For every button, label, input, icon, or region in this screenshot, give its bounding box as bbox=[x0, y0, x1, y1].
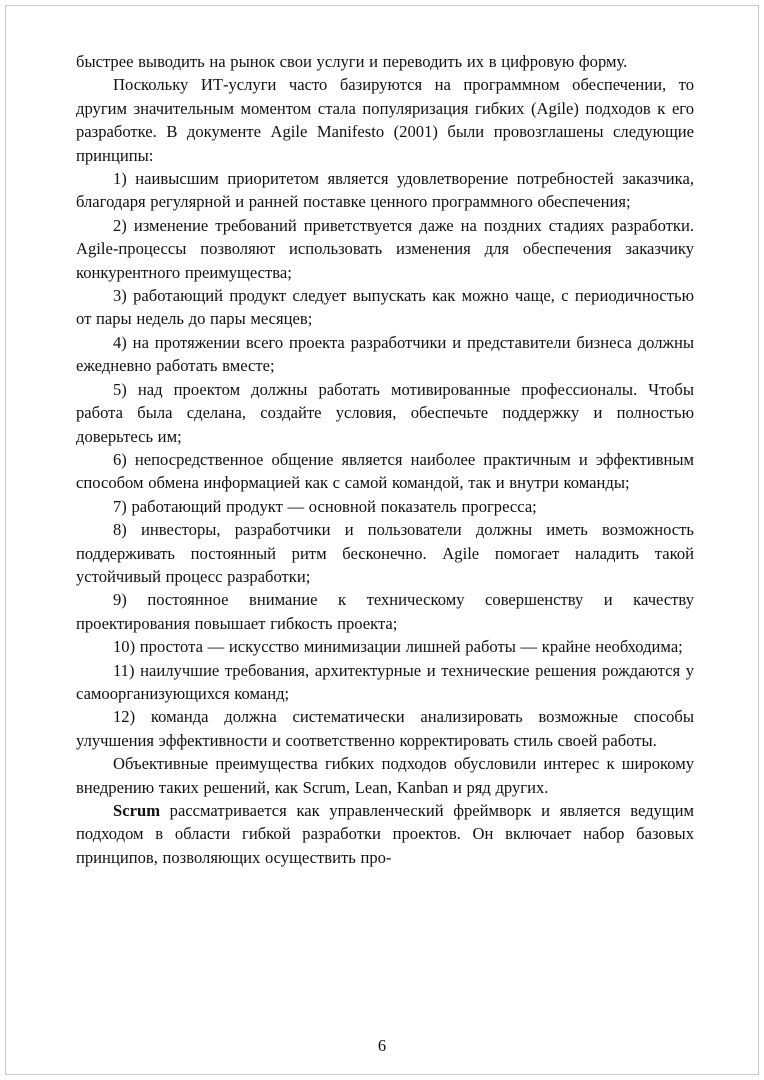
paragraph: 11) наилучшие требования, архитектурные и технические решения рождаются у самоорганизующихся команд; bbox=[76, 660, 694, 703]
paragraph: 6) непосредственное общение является наиболее практичным и эффективным способом обмена информацией как с самой командой, так и внутри команды; bbox=[76, 449, 694, 493]
paragraph-bold-lead: Scrum bbox=[113, 801, 161, 820]
paragraph: Scrum рассматривается как управленческий фреймворк и является ведущим подходом в области гибкой разработки проектов. Он включает набор базовых принципов, позволяющих осуществить про- bbox=[76, 801, 694, 867]
page-number: 6 bbox=[377, 1036, 387, 1055]
paragraph: 3) работающий продукт следует выпускать как можно чаще, с периодичностью от пары недель до пары месяцев; bbox=[76, 286, 694, 329]
paragraph: 1) наивысшим приоритетом является удовлетворение потребностей заказчика, благодаря регулярной и ранней поставке ценного программного обеспечения; bbox=[76, 169, 694, 212]
paragraph: 5) над проектом должны работать мотивированные профессионалы. Чтобы работа была сделана, создайте условия, обеспечьте поддержку и полностью доверьтесь им; bbox=[76, 379, 694, 446]
paragraph: 2) изменение требований приветствуется даже на поздних стадиях разработки. Agile-процессы позволяют использовать изменения для обеспечения заказчику конкурентного преимущества; bbox=[76, 215, 694, 282]
paragraph: быстрее выводить на рынок свои услуги и переводить их в цифровую форму. bbox=[76, 52, 628, 71]
paragraph: 7) работающий продукт — основной показатель прогресса; bbox=[113, 496, 537, 516]
paragraph: 9) постоянное внимание к техническому совершенству и качеству проектирования повышает гибкость проекта; bbox=[76, 590, 694, 633]
paragraph: Поскольку ИТ-услуги часто базируются на программном обеспечении, то другим значительным моментом стала популяризация гибких (Agile) подходов к его разработке. В документе Agile Manifesto (2001) были провозглашены следующие принципы: bbox=[76, 75, 694, 165]
paragraph: 8) инвесторы, разработчики и пользователи должны иметь возможность поддерживать постоянный ритм бесконечно. Agile помогает наладить такой устойчивый процесс разработки; bbox=[76, 520, 694, 586]
paragraph: 12) команда должна систематически анализировать возможные способы улучшения эффективности и соответственно корректировать стиль своей работы. bbox=[76, 707, 694, 750]
paragraph: 4) на протяжении всего проекта разработчики и представители бизнеса должны ежедневно работать вместе; bbox=[76, 332, 694, 376]
paragraph: Объективные преимущества гибких подходов обусловили интерес к широкому внедрению таких решений, как Scrum, Lean, Kanban и ряд других. bbox=[76, 754, 694, 797]
paragraph: 10) простота — искусство минимизации лишней работы — крайне необходима; bbox=[113, 637, 683, 657]
page-text bbox=[76, 50, 694, 1020]
